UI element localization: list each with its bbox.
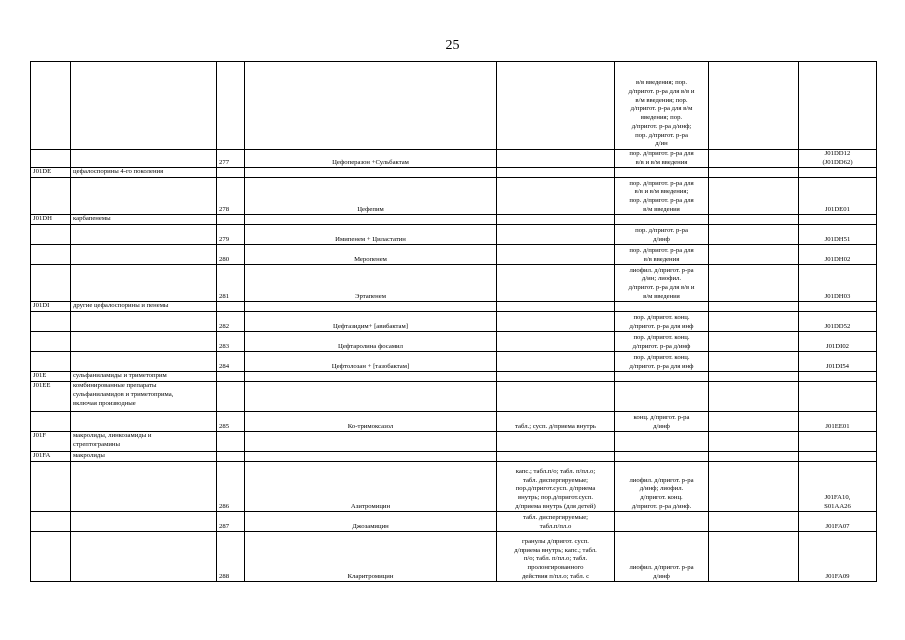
empty-cell [217,452,245,462]
atc-code [799,62,877,150]
extra-cell [709,462,799,512]
dosage-form-injection [615,150,709,168]
atc-code-line: J01DI54 [825,362,850,370]
drug-row [31,150,877,168]
atc-group-name-line: цефалоспорины 4-го поколения [73,168,164,176]
group-row [31,452,877,462]
dosage-form-injection-line: д/инф; лиофил. [639,485,684,493]
drug-name: Азитромицин [245,462,497,512]
empty-cell [217,382,245,412]
dosage-form-injection [615,352,709,372]
atc-group-name [71,302,217,312]
atc-group-name [71,312,217,332]
drug-name: Меропенем [245,245,497,265]
dosage-form-oral [497,245,615,265]
group-row [31,432,877,452]
dosage-form-injection [615,62,709,150]
empty-cell [497,372,615,382]
row-number: 281 [217,265,245,302]
atc-code [799,312,877,332]
empty-cell [497,302,615,312]
group-row [31,382,877,412]
extra-cell [709,412,799,432]
dosage-form-injection-line: д/ин [655,140,668,148]
dosage-form-injection-line: д/пригот. р-ра для в/в и [628,88,695,96]
empty-cell [217,302,245,312]
atc-code-line: S01AA26 [824,502,851,510]
drug-name [245,62,497,150]
atc-group-name [71,215,217,225]
dosage-form-injection-line: д/инф [653,422,670,430]
extra-cell [709,352,799,372]
dosage-form-oral-line: табл. диспергируемые; [522,476,589,484]
drug-name: Цефтаролина фосамил [245,332,497,352]
atc-group-code [31,62,71,150]
atc-group-name [71,352,217,372]
empty-cell [709,382,799,412]
empty-cell [615,215,709,225]
dosage-form-injection-line: в/в введения; пор. [635,79,688,87]
dosage-form-oral [497,532,615,582]
empty-cell [615,168,709,178]
atc-group-name [71,332,217,352]
atc-group-name [71,265,217,302]
dosage-form-injection-line: д/пригот. р-ра для в/в и [628,284,695,291]
dosage-form-injection [615,512,709,532]
extra-cell [709,312,799,332]
atc-code [799,150,877,168]
atc-group-name [71,412,217,432]
atc-code [799,532,877,582]
empty-cell [245,452,497,462]
empty-cell [245,215,497,225]
empty-cell [245,302,497,312]
dosage-form-oral [497,412,615,432]
extra-cell [709,265,799,302]
medication-table [30,61,877,582]
atc-group-name-line: макролиды [73,452,105,460]
dosage-form-oral-line: табл.; сусп. д/приема внутрь [515,422,596,430]
dosage-form-injection-line: пор. д/пригот. р-ра для [629,247,694,254]
dosage-form-injection-line: в/в и в/м введения [635,158,688,166]
atc-code-line: J01DD12 [824,150,851,157]
empty-cell [497,168,615,178]
atc-group-code [31,312,71,332]
dosage-form-injection-line: пор. д/пригот. р-ра [635,131,688,139]
dosage-form-oral [497,178,615,215]
row-number: 279 [217,225,245,245]
row-number: 277 [217,150,245,168]
atc-group-code [31,532,71,582]
dosage-form-oral-line: пор.д/пригот.сусп. д/приема [515,485,596,493]
atc-code-line: J01DD52 [824,322,851,330]
dosage-form-oral-line: п/о; табл. п/пл.о; табл. [523,555,588,563]
drug-name: Эртапенем [245,265,497,302]
dosage-form-oral [497,332,615,352]
empty-cell [245,432,497,452]
atc-group-code: J01DI [31,302,71,312]
dosage-form-oral [497,312,615,332]
atc-code [799,178,877,215]
dosage-form-oral-line: табл.п/пл.о [539,522,572,530]
atc-group-code [31,332,71,352]
atc-code [799,462,877,512]
empty-cell [217,432,245,452]
dosage-form-oral [497,150,615,168]
row-number: 284 [217,352,245,372]
atc-group-code [31,352,71,372]
group-row [31,302,877,312]
dosage-form-injection-line: пор. д/пригот. конц. [633,354,690,361]
empty-cell [799,432,877,452]
atc-group-code: J01F [31,432,71,452]
atc-code-line: J01FA10, [824,494,851,501]
row-number [217,62,245,150]
atc-code [799,332,877,352]
row-number: 286 [217,462,245,512]
drug-row [31,332,877,352]
dosage-form-injection-line: д/пригот. р-ра д/инф [632,342,691,350]
atc-code-line: J01FA09 [825,572,850,580]
atc-group-name-line: включая производные [73,399,136,407]
group-row [31,372,877,382]
empty-cell [709,302,799,312]
dosage-form-injection-line: лиофил. д/пригот. р-ра [629,266,694,274]
dosage-form-oral-line: табл. диспергируемые; [522,514,589,521]
atc-group-code: J01FA [31,452,71,462]
dosage-form-injection [615,245,709,265]
dosage-form-injection [615,265,709,302]
dosage-form-injection-line: д/инф [653,572,670,580]
empty-cell [615,372,709,382]
drug-name: Джозамицин [245,512,497,532]
empty-cell [217,215,245,225]
extra-cell [709,62,799,150]
atc-group-name [71,168,217,178]
atc-code [799,245,877,265]
drug-row [31,225,877,245]
dosage-form-injection-line: конц. д/пригот. р-ра [633,414,690,421]
extra-cell [709,178,799,215]
drug-row [31,62,877,150]
row-number: 283 [217,332,245,352]
atc-group-code: J01EE [31,382,71,412]
atc-code [799,512,877,532]
atc-code-line: J01FA07 [825,522,850,530]
extra-cell [709,532,799,582]
dosage-form-injection [615,462,709,512]
empty-cell [799,452,877,462]
dosage-form-oral [497,352,615,372]
dosage-form-injection-line: лиофил. д/пригот. р-ра [629,564,694,571]
dosage-form-injection-line: д/пригот. конц. [640,494,683,501]
empty-cell [497,215,615,225]
atc-group-name [71,512,217,532]
dosage-form-injection-line: д/инф [653,235,670,243]
dosage-form-injection [615,412,709,432]
dosage-form-oral-line: пролонгированного [527,564,584,571]
atc-group-name-line: карбапенемы [73,215,111,223]
atc-group-name [71,532,217,582]
empty-cell [245,168,497,178]
atc-group-name-line: другие цефалоспорины и пенемы [73,302,169,310]
atc-group-name [71,178,217,215]
atc-group-code [31,462,71,512]
empty-cell [709,372,799,382]
atc-group-code: J01DH [31,215,71,225]
empty-cell [245,372,497,382]
dosage-form-oral [497,225,615,245]
atc-code-line: (J01DD62) [822,158,853,166]
empty-cell [615,432,709,452]
dosage-form-oral [497,62,615,150]
drug-row [31,352,877,372]
extra-cell [709,245,799,265]
dosage-form-injection-line: в/м введения [643,205,680,213]
atc-group-name [71,62,217,150]
empty-cell [799,382,877,412]
atc-group-code: J01E [31,372,71,382]
drug-name: Цефтолозан + [тазобактам] [245,352,497,372]
row-number: 285 [217,412,245,432]
dosage-form-oral-line: д/приема внутрь (для детей) [515,502,596,510]
atc-group-code: J01DE [31,168,71,178]
atc-group-name-line: сульфаниламиды и триметоприм [73,372,167,380]
atc-group-name-line: комбинированные препараты [73,382,157,390]
row-number: 288 [217,532,245,582]
drug-row [31,512,877,532]
atc-group-name [71,432,217,452]
atc-code [799,265,877,302]
dosage-form-injection-line: введения; пор. [640,114,683,122]
atc-code-line: J01DH51 [824,235,851,243]
atc-group-code [31,225,71,245]
empty-cell [799,215,877,225]
extra-cell [709,332,799,352]
drug-name: Имипенем + Циластатин [245,225,497,245]
dosage-form-injection [615,332,709,352]
dosage-form-oral-line: д/приема внутрь; капс.; табл. [514,546,597,554]
empty-cell [709,452,799,462]
dosage-form-injection-line: д/пригот. р-ра для инф [629,322,694,330]
dosage-form-injection [615,532,709,582]
atc-group-name [71,462,217,512]
dosage-form-injection-line: в/в и в/м введения; [634,188,689,196]
atc-code-line: J01EE01 [825,422,850,430]
drug-name: Цефепим [245,178,497,215]
drug-name: Цефтазидим+ [авибактам] [245,312,497,332]
dosage-form-injection-line: пор. д/пригот. р-ра для [629,197,694,204]
dosage-form-oral [497,265,615,302]
dosage-form-injection-line: д/пригот. р-ра для в/м [630,105,693,113]
dosage-form-injection-line: пор. д/пригот. р-ра [635,227,688,234]
atc-group-name [71,245,217,265]
drug-row [31,412,877,432]
empty-cell [217,168,245,178]
atc-group-code [31,245,71,265]
empty-cell [709,215,799,225]
empty-cell [497,432,615,452]
dosage-form-injection-line: д/пригот. р-ра д/инф. [631,502,692,510]
atc-group-name [71,150,217,168]
atc-group-code [31,512,71,532]
dosage-form-oral-line: капс.; табл.п/о; табл. п/пл.о; [515,467,596,475]
atc-code [799,412,877,432]
empty-cell [709,432,799,452]
atc-code-line: J01DE01 [825,205,850,213]
drug-row [31,245,877,265]
atc-group-name-line: стрептограмины [73,441,120,449]
empty-cell [799,372,877,382]
row-number: 282 [217,312,245,332]
atc-group-code [31,178,71,215]
dosage-form-injection [615,178,709,215]
drug-name: Кларитромицин [245,532,497,582]
dosage-form-injection [615,225,709,245]
atc-group-code [31,265,71,302]
atc-group-name-line: макролиды, линкозамиды и [73,432,152,440]
group-row [31,168,877,178]
drug-row [31,312,877,332]
empty-cell [799,302,877,312]
row-number: 280 [217,245,245,265]
dosage-form-injection-line: лиофил. д/пригот. р-ра [629,476,694,484]
extra-cell [709,225,799,245]
dosage-form-oral-line: внутрь; пор.д/пригот.сусп. [517,494,594,501]
empty-cell [799,168,877,178]
empty-cell [615,302,709,312]
dosage-form-injection-line: д/пригот. р-ра д/инф; [631,122,692,130]
dosage-form-injection-line: пор. д/пригот. конц. [633,314,690,321]
dosage-form-injection-line: пор. д/пригот. р-ра для [629,179,694,187]
empty-cell [709,168,799,178]
dosage-form-oral-line: действия п/пл.о; табл. с [521,572,590,580]
dosage-form-oral [497,462,615,512]
empty-cell [615,452,709,462]
extra-cell [709,512,799,532]
atc-group-name [71,225,217,245]
table-body [31,62,877,582]
atc-code-line: J01DH03 [824,292,851,300]
dosage-form-injection [615,312,709,332]
drug-row [31,462,877,512]
atc-code-line: J01DI02 [825,342,850,350]
drug-name: Ко-тримоксазол [245,412,497,432]
empty-cell [615,382,709,412]
dosage-form-injection-line: д/ин; лиофил. [641,275,682,283]
group-row [31,215,877,225]
row-number: 278 [217,178,245,215]
drug-name: Цефоперазон +Сульбактам [245,150,497,168]
dosage-form-injection-line: пор. д/пригот. р-ра для [629,150,694,157]
dosage-form-oral-line: гранулы д/пригот. сусп. [522,537,589,545]
dosage-form-injection-line: д/пригот. р-ра для инф [629,362,694,370]
drug-row [31,265,877,302]
atc-code [799,352,877,372]
extra-cell [709,150,799,168]
empty-cell [497,452,615,462]
dosage-form-oral [497,512,615,532]
dosage-form-injection-line: в/м введения [643,292,680,300]
atc-group-code [31,412,71,432]
drug-row [31,178,877,215]
empty-cell [217,372,245,382]
atc-group-name-line: сульфаниламидов и триметоприма, [73,391,174,399]
page-number: 25 [445,38,460,53]
atc-group-code [31,150,71,168]
atc-group-name [71,452,217,462]
atc-code [799,225,877,245]
empty-cell [497,382,615,412]
atc-code-line: J01DH02 [824,255,851,263]
atc-group-name [71,382,217,412]
atc-group-name [71,372,217,382]
row-number: 287 [217,512,245,532]
dosage-form-injection-line: в/м введения; пор. [635,96,688,104]
dosage-form-injection-line: в/в введения [643,255,680,263]
empty-cell [245,382,497,412]
dosage-form-injection-line: пор. д/пригот. конц. [633,334,690,341]
drug-row [31,532,877,582]
